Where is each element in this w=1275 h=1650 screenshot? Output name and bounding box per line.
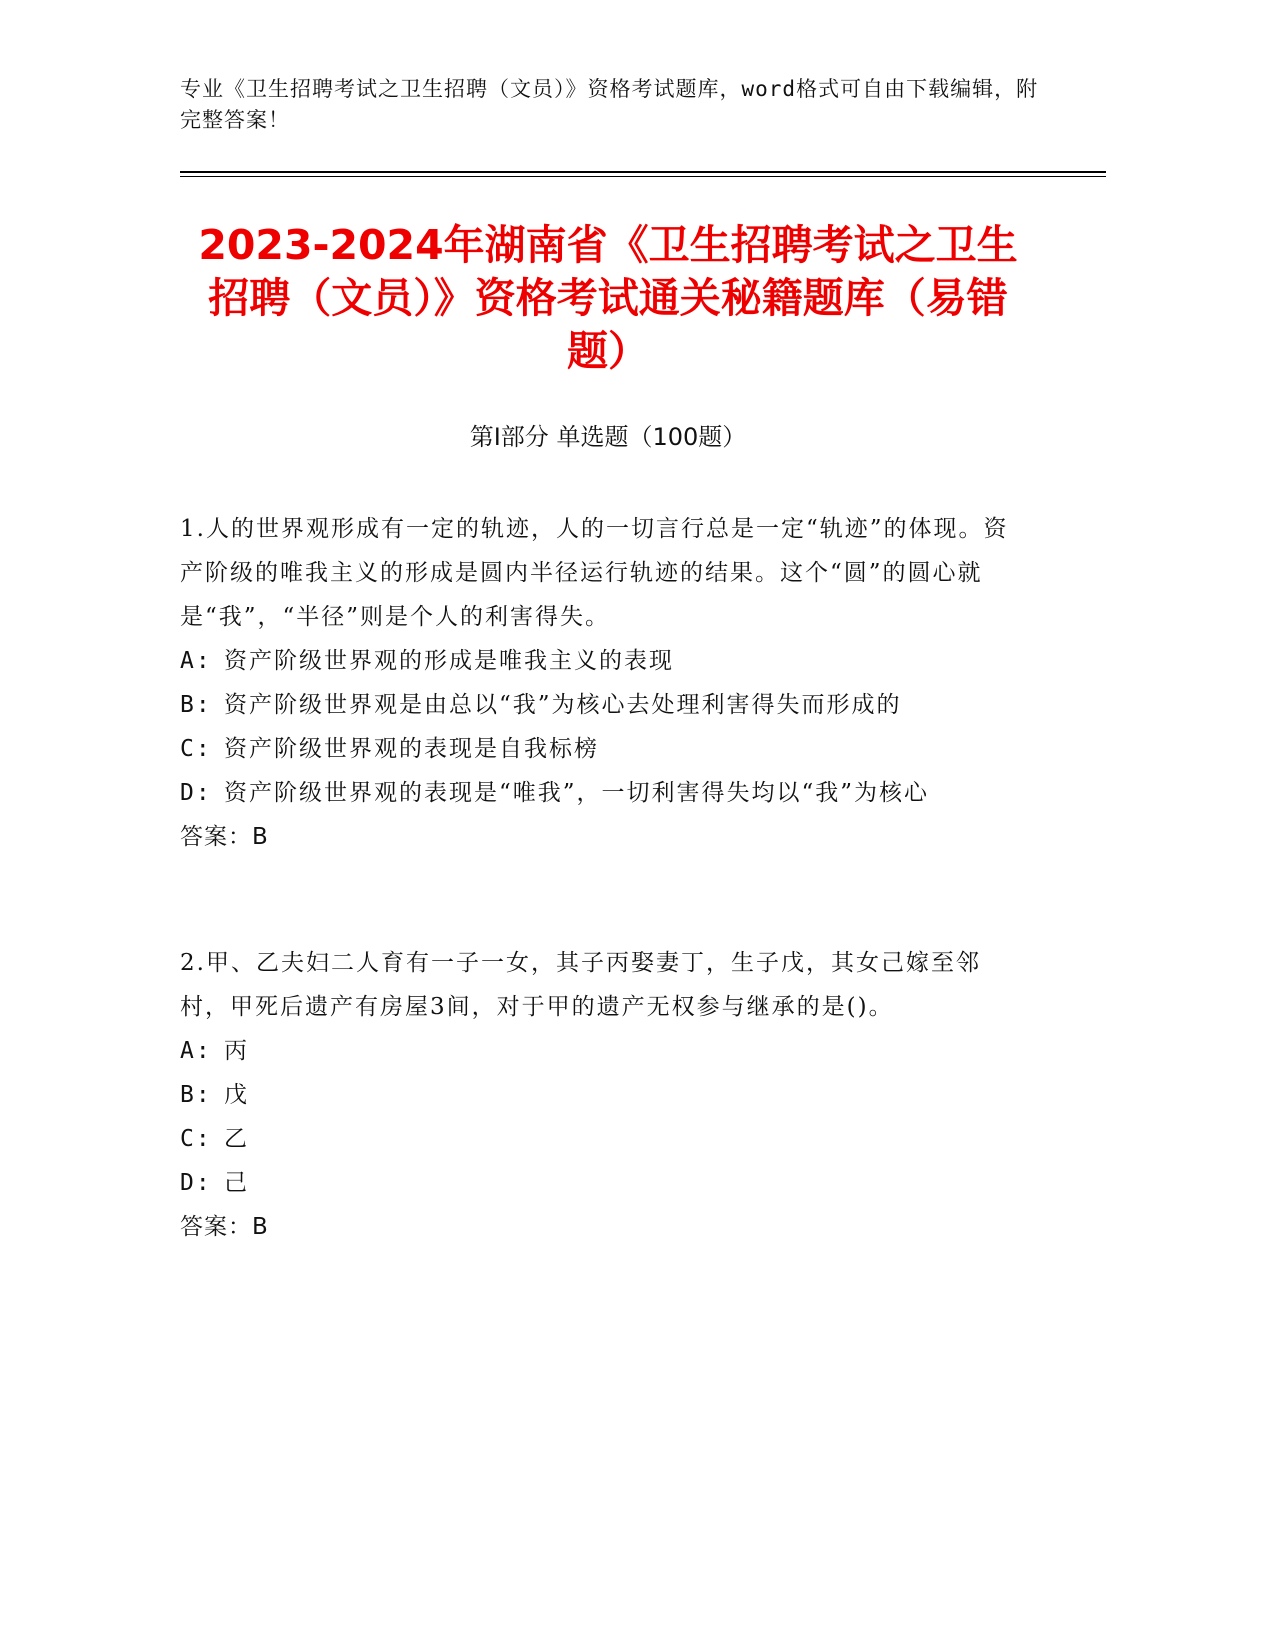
option-letter: B:: [180, 692, 212, 718]
option-letter: C:: [180, 1126, 212, 1152]
option-d: [180, 1161, 1030, 1205]
header-divider-thick: [180, 171, 1106, 173]
option-letter: A:: [180, 1038, 212, 1064]
section-heading: 第Ⅰ部分 单选题（100题）: [469, 423, 747, 451]
option-a: [180, 639, 1030, 683]
option-text: 资产阶级世界观的表现是自我标榜: [224, 736, 599, 762]
header-note: 专业《卫生招聘考试之卫生招聘（文员）》资格考试题库，word格式可自由下载编辑，附完整答案！: [180, 77, 1039, 132]
option-text: 己: [224, 1170, 249, 1196]
option-b: [180, 683, 1030, 727]
option-letter: D:: [180, 780, 212, 806]
answer-line: 答案：B: [180, 824, 269, 850]
header-divider-thin: [180, 176, 1106, 177]
option-text: 乙: [224, 1126, 249, 1152]
option-text: 丙: [224, 1038, 249, 1064]
answer-line: 答案：B: [180, 1214, 269, 1240]
option-text: 资产阶级世界观是由总以“我”为核心去处理利害得失而形成的: [224, 692, 902, 718]
question-item: [180, 941, 1030, 1249]
option-letter: A:: [180, 648, 212, 674]
option-text: 资产阶级世界观的表现是“唯我”，一切利害得失均以“我”为核心: [224, 780, 930, 806]
question-item: [180, 507, 1030, 859]
option-text: 戊: [224, 1082, 249, 1108]
option-letter: B:: [180, 1082, 212, 1108]
option-letter: D:: [180, 1170, 212, 1196]
option-text: 资产阶级世界观的形成是唯我主义的表现: [224, 648, 674, 674]
option-d: [180, 771, 1030, 815]
option-b: [180, 1073, 1030, 1117]
document-title: 2023-2024年湖南省《卫生招聘考试之卫生招聘（文员）》资格考试通关秘籍题库（易错题）: [198, 221, 1018, 375]
option-letter: C:: [180, 736, 212, 762]
question-stem: 2.甲、乙夫妇二人育有一子一女，其子丙娶妻丁，生子戊，其女己嫁至邻村，甲死后遗产有房屋3间，对于甲的遗产无权参与继承的是()。: [180, 950, 981, 1020]
option-a: [180, 1029, 1030, 1073]
option-c: [180, 1117, 1030, 1161]
question-stem: 1.人的世界观形成有一定的轨迹，人的一切言行总是一定“轨迹”的体现。资产阶级的唯我主义的形成是圆内半径运行轨迹的结果。这个“圆”的圆心就是“我”，“半径”则是个人的利害得失。: [180, 516, 1009, 630]
option-c: [180, 727, 1030, 771]
